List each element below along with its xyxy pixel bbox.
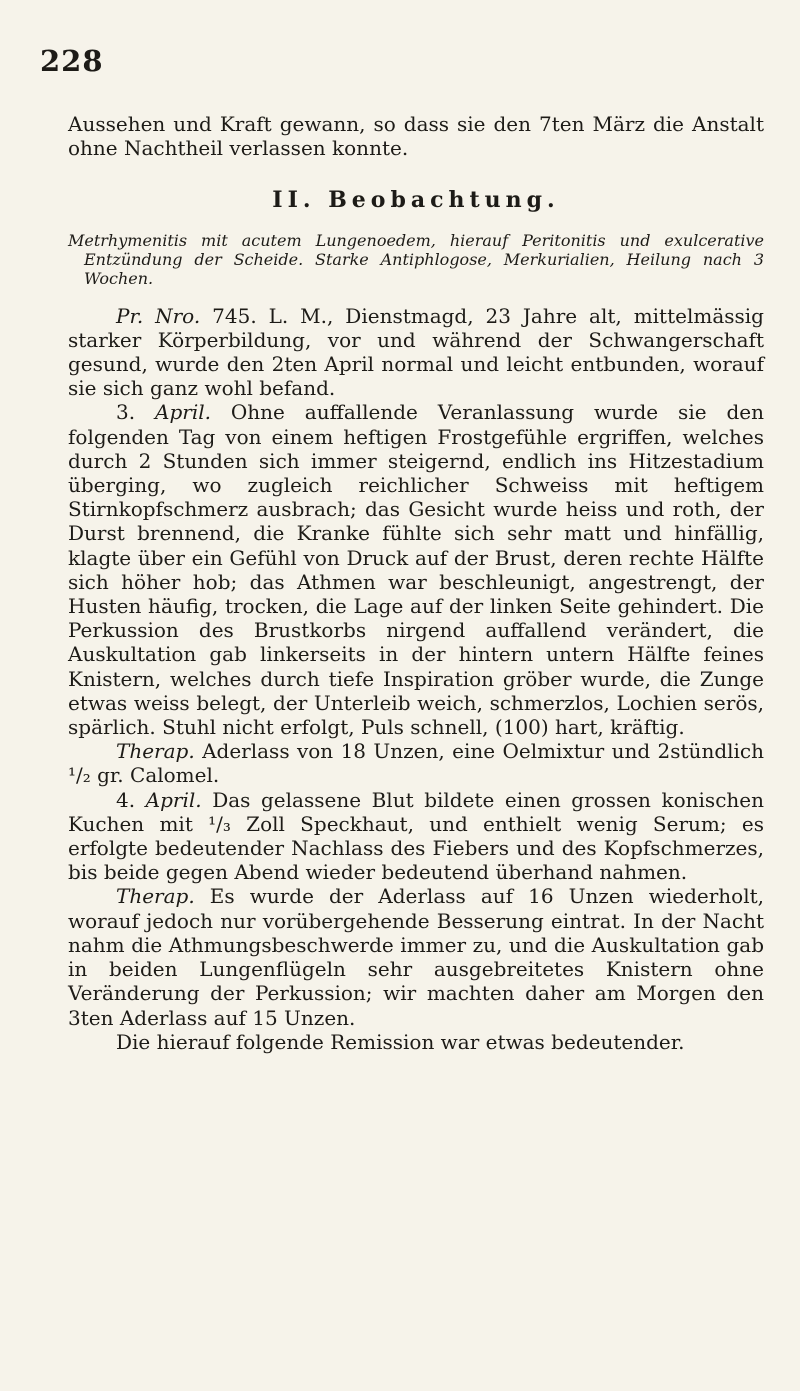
body-text bbox=[68, 112, 764, 1054]
case-intro-paragraph bbox=[68, 304, 764, 401]
paragraph-text: Es wurde der Aderlass auf 16 Unzen wiederholt, worauf jedoch nur vorübergehende Besserung eintrat. In der Nacht nahm die Athmungsbeschwerde immer zu, und die Auskultation gab in beiden Lungenflügeln sehr ausgebreitetes Knistern ohne Veränderung der Perkussion; wir machten daher am Morgen den 3ten Aderlass auf 15 Unzen. bbox=[68, 884, 764, 1030]
case-label: Pr. Nro. bbox=[116, 303, 201, 328]
page-number: 228 bbox=[40, 44, 104, 78]
therapy-label: Therap. bbox=[116, 884, 195, 909]
april-3-paragraph bbox=[68, 400, 764, 739]
therapy-2-paragraph bbox=[68, 884, 764, 1029]
section-heading: II. Beobachtung. bbox=[272, 187, 560, 214]
therapy-label: Therap. bbox=[116, 739, 195, 764]
date-number: 4. bbox=[116, 787, 136, 812]
continuation-paragraph: Aussehen und Kraft gewann, so dass sie den 7ten März die Anstalt ohne Nachtheil verlassen konnte. bbox=[68, 112, 764, 161]
date-label: April. bbox=[145, 787, 202, 812]
therapy-1-paragraph bbox=[68, 739, 764, 787]
final-paragraph: Die hierauf folgende Remission war etwas bedeutender. bbox=[116, 1029, 685, 1054]
april-4-paragraph bbox=[68, 788, 764, 885]
paragraph-text: Das gelassene Blut bildete einen grossen konischen Kuchen mit ¹/₃ Zoll Speckhaut, und enthielt wenig Serum; es erfolgte bedeutender Nachlass des Fiebers und des Kopfschmerzes, bis beide gegen Abend wieder bedeutend überhand nahmen. bbox=[68, 787, 764, 885]
paragraph-text: Ohne auffallende Veranlassung wurde sie den folgenden Tag von einem heftigen Frostgefühle ergriffen, welches durch 2 Stunden sich immer steigernd, endlich ins Hitzestadium überging, wo zugleich reichlicher Schweiss mit heftigem Stirnkopfschmerz ausbrach; das Gesicht wurde heiss und roth, der Durst brennend, die Kranke fühlte sich sehr matt und hinfällig, klagte über ein Gefühl von Druck auf der Brust, deren rechte Hälfte sich höher hob; das Athmen war beschleunigt, angestrengt, der Husten häufig, trocken, die Lage auf der linken Seite gehindert. Die Perkussion des Brustkorbs nirgend auffallend verändert, die Auskultation gab linkerseits in der hintern untern Hälfte feines Knistern, welches durch tiefe Inspiration gröber wurde, die Zunge etwas weiss belegt, der Unterleib weich, schmerzlos, Lochien serös, spärlich. Stuhl nicht erfolgt, Puls schnell, (100) hart, kräftig. bbox=[68, 400, 764, 740]
case-text: 745. L. M., Dienstmagd, 23 Jahre alt, mittelmässig starker Körperbildung, vor und während der Schwangerschaft gesund, wurde den 2ten April normal und leicht entbunden, worauf sie sich ganz wohl befand. bbox=[68, 303, 764, 401]
paragraph-text: Aderlass von 18 Unzen, eine Oelmixtur und 2stündlich ¹/₂ gr. Calomel. bbox=[68, 739, 764, 788]
date-number: 3. bbox=[116, 400, 136, 425]
date-label: April. bbox=[155, 400, 211, 425]
case-summary: Metrhymenitis mit acutem Lungenoedem, hierauf Peritonitis und exulcerative Entzündung der Scheide. Starke Antiphlogose, Merkurialien, Heilung nach 3 Wochen. bbox=[68, 230, 764, 288]
